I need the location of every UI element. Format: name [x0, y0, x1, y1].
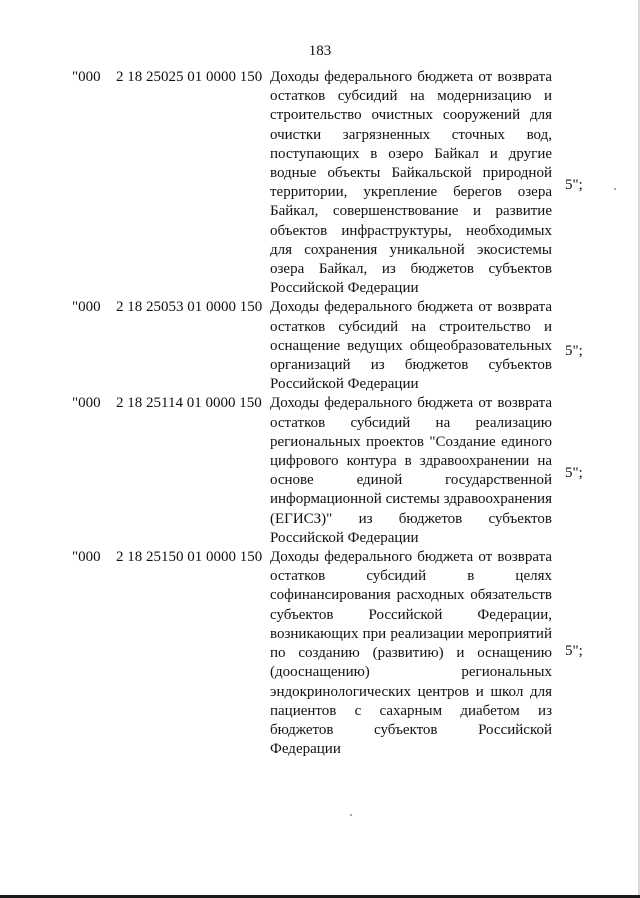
description-line: субъектов Российской Федерации, [270, 606, 552, 623]
entry-rate: 5"; [565, 643, 583, 660]
description-line: возникающих при реализации мероприятий [270, 625, 552, 642]
description-line: остатков субсидий в целях [270, 568, 552, 585]
description-line: Байкал, совершенствование и развитие [270, 203, 552, 220]
scan-speck [350, 814, 352, 816]
description-line: Доходы федерального бюджета от возврата [270, 549, 552, 566]
entry-rate: 5"; [565, 177, 583, 193]
entry-prefix: "000 [72, 395, 101, 412]
description-line: озера Байкал, из бюджетов субъектов [270, 261, 552, 278]
entry-code: 2 18 25114 01 0000 150 [116, 395, 262, 412]
page-number: 183 [308, 43, 332, 59]
entry-row [0, 298, 640, 394]
entry-code: 2 18 25150 01 0000 150 [116, 549, 263, 566]
description-line: Российской Федерации [270, 376, 419, 393]
entry-rate: 5"; [565, 465, 583, 482]
description-line: территории, укрепление берегов озера [270, 184, 552, 201]
description-line: Российской Федерации [270, 280, 419, 297]
entry-code: 2 18 25025 01 0000 150 [116, 69, 263, 85]
description-line: для сохранения уникальной экосистемы [270, 241, 552, 258]
description-line: остатков субсидий на модернизацию и [270, 88, 552, 105]
entry-row [0, 548, 640, 759]
entry-description [270, 68, 552, 298]
description-line: очистки загрязненных сточных вод, [270, 126, 552, 143]
entry-prefix: "000 [72, 69, 101, 85]
entry-description [270, 394, 552, 548]
description-line: поступающих в озеро Байкал и другие [270, 145, 552, 162]
description-line: пациентов с сахарным диабетом из [270, 702, 552, 719]
description-line: объектов инфраструктуры, необходимых [270, 222, 552, 239]
description-line: по созданию (развитию) и оснащению [270, 645, 552, 662]
description-line: софинансирования расходных обязательств [270, 587, 552, 604]
description-line: остатков субсидий на реализацию [270, 414, 552, 431]
description-line: организаций из бюджетов субъектов [270, 357, 552, 374]
entry-code: 2 18 25053 01 0000 150 [116, 299, 263, 316]
description-line: региональных проектов "Создание единого [270, 433, 552, 450]
description-line: бюджетов субъектов Российской [270, 721, 552, 738]
description-line: (ЕГИСЗ)" из бюджетов субъектов [270, 510, 552, 527]
description-line: информационной системы здравоохранения [270, 491, 552, 508]
entry-row [0, 394, 640, 548]
description-line: Доходы федерального бюджета от возврата [270, 395, 552, 412]
description-line: эндокринологических центров и школ для [270, 683, 552, 700]
description-line: цифрового контура в здравоохранении на [270, 453, 552, 470]
entry-prefix: "000 [72, 299, 101, 316]
description-line: оснащение ведущих общеобразовательных [270, 337, 552, 354]
entry-prefix: "000 [72, 549, 101, 566]
entry-description [270, 298, 552, 394]
scan-speck [614, 188, 616, 190]
entry-row [0, 68, 640, 298]
description-line: Федерации [270, 741, 341, 758]
description-line: остатков субсидий на строительство и [270, 318, 552, 335]
entries-list [0, 68, 640, 759]
entry-rate: 5"; [565, 343, 583, 360]
description-line: Доходы федерального бюджета от возврата [270, 69, 552, 85]
description-line: строительство очистных сооружений для [270, 107, 552, 124]
entry-description [270, 548, 552, 759]
description-line: водные объекты Байкальской природной [270, 165, 552, 182]
description-line: Российской Федерации [270, 529, 419, 546]
description-line: (дооснащению) региональных [270, 664, 552, 681]
description-line: Доходы федерального бюджета от возврата [270, 299, 552, 316]
description-line: основе единой государственной [270, 472, 552, 489]
